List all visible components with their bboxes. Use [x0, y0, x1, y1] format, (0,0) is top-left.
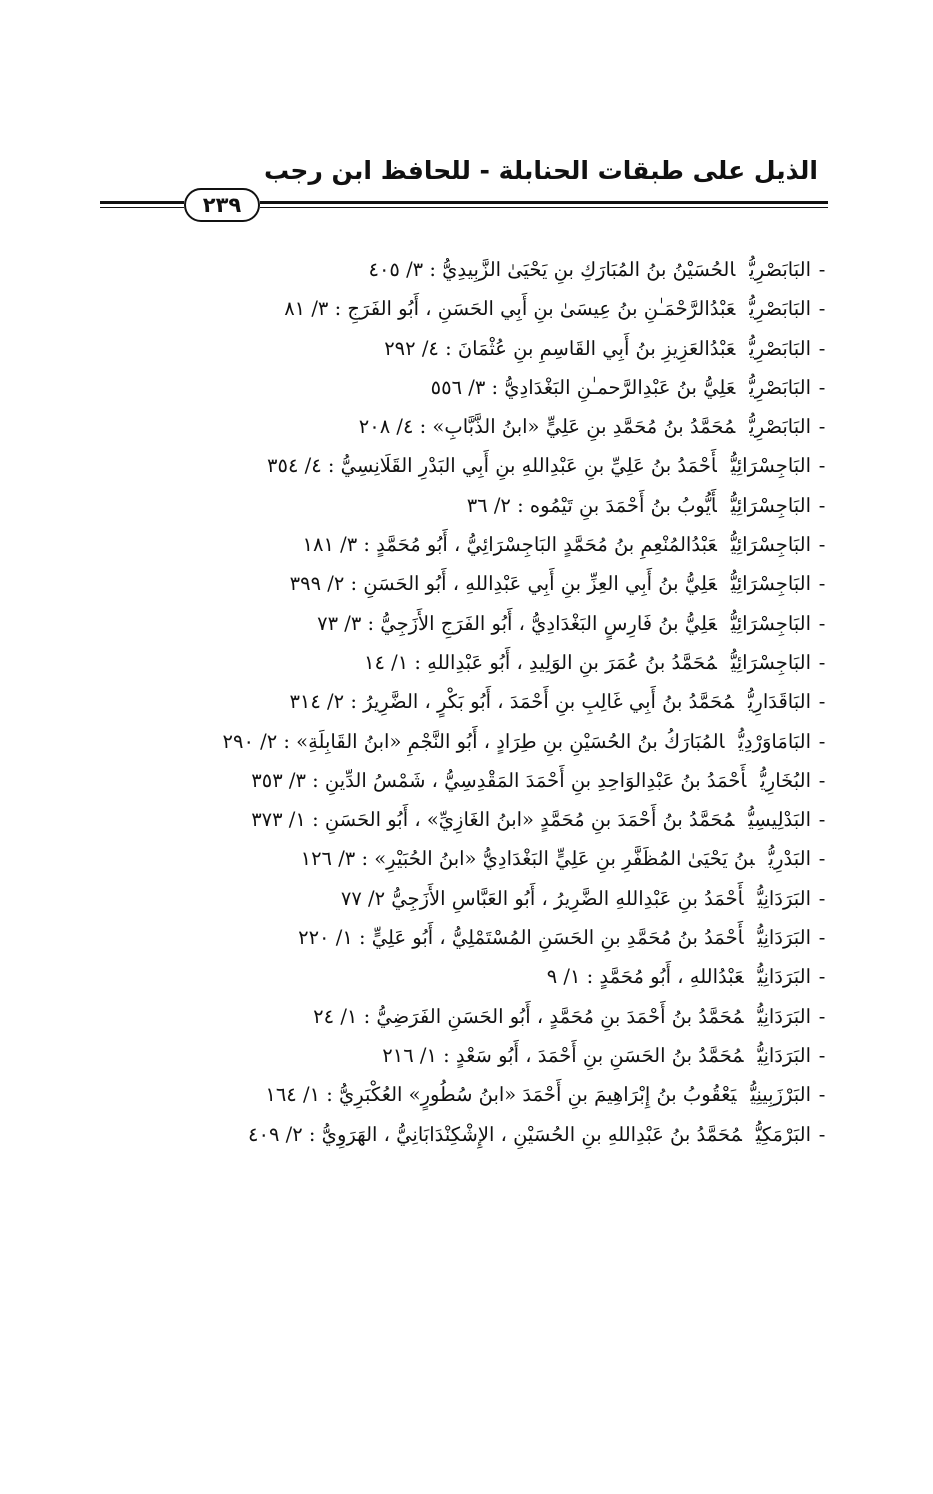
entry-text: أَحْمَدُ بنُ عَبْدِالوَاحِدِ بنِ أَحْمَدَ المَقْدِسِيُّ ، شَمْسُ الدِّينِ : ٣/ ٣٥٣	[251, 768, 747, 792]
entry-dash: -	[818, 965, 826, 989]
entry-nisba: البَرْمَكِيُّ	[755, 1122, 811, 1146]
header-rule-thick	[260, 201, 828, 204]
index-entry	[273, 879, 833, 918]
entry-dash: -	[818, 611, 826, 635]
entry-nisba: البَاقَدَارِيُّ	[747, 690, 811, 714]
entry-dash: -	[818, 572, 826, 596]
entry-nisba: البَامَاوَرْدِيُّ	[738, 729, 811, 753]
index-entry	[273, 289, 833, 328]
entry-nisba: البَرَدَانِيُّ	[757, 1004, 811, 1028]
page-number: ٢٣٩	[184, 188, 260, 222]
entry-nisba: البَدْلِيسِيُّ	[748, 808, 811, 832]
entry-dash: -	[818, 650, 826, 674]
entry-dash: -	[818, 533, 826, 557]
entry-text: مُحَمَّدُ بنُ عُمَرَ بنِ الوَلِيدِ ، أَبُو عَبْدِاللهِ : ١/ ١٤	[363, 650, 717, 674]
index-entry	[222, 722, 833, 761]
entry-text: المُبَارَكُ بنُ الحُسَيْنِ بنِ طِرَادٍ ، أَبُو النَّجْمِ «ابنُ القَابِلَةِ» : ٢/ ٢٩٠	[222, 729, 725, 753]
entry-text: أَحْمَدُ بنُ عَلِيِّ بنِ عَبْدِاللهِ بنِ أَبِي البَدْرِ القَلَانِسِيُّ : ٤/ ٣٥٤	[267, 454, 717, 478]
entry-text: عَلِيُّ بنُ أَبِي العِزِّ بنِ أَبِي عَبْدِاللهِ ، أَبُو الحَسَنِ : ٢/ ٣٩٩	[289, 572, 717, 596]
entry-text: عَلِيُّ بنُ فَارِسٍ البَغْدَادِيُّ ، أَبُو الفَرَجِ الأَزَجِيُّ : ٣/ ٧٣	[317, 611, 717, 635]
index-entry	[251, 761, 833, 800]
entry-text: أَيُّوبُ بنُ أَحْمَدَ بنِ تَيْمُوه : ٢/ ٣٦	[466, 493, 717, 517]
header-rule-left-thick	[100, 201, 184, 204]
entry-text: أَحْمَدُ بنِ عَبْدِاللهِ الضَّرِيرُ ، أَبُو العَبَّاسِ الأَزَجِيُّ ٢/ ٧٧	[340, 886, 744, 910]
entry-text: مُحَمَّدُ بنُ أَبِي غَالِبِ بنِ أَحْمَدَ ، أَبُو بَكْرٍ ، الضَّرِيرُ : ٢/ ٣١٤	[289, 690, 734, 714]
entry-text: مُحَمَّدُ بنُ الحَسَنِ بنِ أَحْمَدَ ، أَبُو سَعْدٍ : ١/ ٢١٦	[382, 1043, 744, 1067]
entry-nisba: البَابَصْرِيُّ	[749, 336, 811, 360]
entry-dash: -	[818, 375, 826, 399]
entry-nisba: البَرَدَانِيُّ	[757, 1043, 811, 1067]
index-entry	[273, 329, 833, 368]
entry-dash: -	[818, 729, 826, 753]
index-list	[222, 250, 833, 1154]
entry-dash: -	[818, 258, 826, 281]
index-entry	[273, 604, 833, 643]
entry-text: الحُسَيْنُ بنُ المُبَارَكِ بنِ يَحْيَىٰ الزَّبِيدِيُّ : ٣/ ٤٠٥	[368, 258, 736, 281]
index-entry	[251, 800, 833, 839]
entry-nisba: البَاجِسْرَائِيُّ	[730, 611, 811, 635]
index-entry	[265, 1075, 833, 1114]
index-entry	[273, 407, 833, 446]
entry-dash: -	[818, 297, 826, 321]
index-entry	[273, 1036, 833, 1075]
entry-nisba: البُخَارِيُّ	[760, 768, 811, 792]
page-header	[100, 150, 828, 220]
header-rule-thin	[260, 207, 828, 208]
entry-nisba: البَابَصْرِيُّ	[749, 375, 811, 399]
entry-dash: -	[818, 808, 826, 832]
entry-dash: -	[818, 926, 826, 950]
index-entry	[273, 957, 833, 996]
entry-nisba: البَاجِسْرَائِيُّ	[730, 650, 811, 674]
entry-dash: -	[818, 847, 826, 871]
index-entry	[273, 682, 833, 721]
entry-text: مُحَمَّدُ بنُ أَحْمَدَ بنِ مُحَمَّدٍ ، أَبُو الحَسَنِ الفَرَضِيُّ : ١/ ٢٤	[313, 1004, 744, 1028]
running-title: الذيل على طبقات الحنابلة - للحافظ ابن رجب	[263, 156, 818, 185]
entry-nisba: البَاجِسْرَائِيُّ	[730, 493, 811, 517]
entry-nisba: البَابَصْرِيُّ	[749, 258, 811, 281]
entry-nisba: البَرْزَبِينِيُّ	[750, 1083, 811, 1107]
index-entry	[273, 643, 833, 682]
entry-dash: -	[818, 1083, 826, 1107]
entry-text: مُحَمَّدُ بنُ أَحْمَدَ بنِ مُحَمَّدٍ «ابنُ الغَازِيِّ» ، أَبُو الحَسَنِ : ١/ ٣٧٣	[251, 808, 735, 832]
entry-dash: -	[818, 1004, 826, 1028]
index-entry	[273, 368, 833, 407]
entry-dash: -	[818, 415, 826, 439]
entry-dash: -	[818, 886, 826, 910]
entry-text: مُحَمَّدُ بنُ عَبْدِاللهِ بنِ الحُسَيْنِ ، الإِشْكِنْدَابَانِيُّ ، الهَرَوِيُّ : ٢/ ٤٠٩	[248, 1122, 742, 1146]
entry-dash: -	[818, 690, 826, 714]
entry-text: أَحْمَدُ بنُ مُحَمَّدِ بنِ الحَسَنِ المُسْتَمْلِيُّ ، أَبُو عَلِيٍّ : ١/ ٢٢٠	[298, 926, 744, 950]
entry-nisba: البَدْرِيُّ	[768, 847, 811, 871]
entry-dash: -	[818, 493, 826, 517]
index-entry	[273, 525, 833, 564]
entry-dash: -	[818, 336, 826, 360]
index-entry	[273, 839, 833, 878]
entry-text: عَبْدُالعَزِيزِ بنُ أَبِي القَاسِمِ بنِ عُثْمَانَ : ٤/ ٢٩٢	[384, 336, 736, 360]
entry-text: عَلِيُّ بنُ عَبْدِالرَّحمـٰنِ البَغْدَادِيُّ : ٣/ ٥٥٦	[430, 375, 736, 399]
entry-text: يَعْقُوبُ بنُ إِبْرَاهِيمَ بنِ أَحْمَدَ «ابنُ سُطُورٍ» العُكْبَرِيُّ : ١/ ١٦٤	[265, 1083, 737, 1107]
entry-nisba: البَرَدَانِيُّ	[757, 886, 811, 910]
entry-text: عَبْدُاللهِ ، أَبُو مُحَمَّدٍ : ١/ ٩	[546, 965, 744, 989]
entry-nisba: البَرَدَانِيُّ	[757, 965, 811, 989]
entry-nisba: البَاجِسْرَائِيُّ	[730, 572, 811, 596]
entry-dash: -	[818, 454, 826, 478]
entry-dash: -	[818, 1122, 826, 1146]
entry-text: عَبْدُالرَّحْمَـٰنِ بنُ عِيسَىٰ بنِ أَبِي الحَسَنِ ، أَبُو الفَرَجِ : ٣/ ٨١	[284, 297, 736, 321]
index-entry	[273, 997, 833, 1036]
entry-dash: -	[818, 1043, 826, 1067]
index-entry	[273, 918, 833, 957]
entry-nisba: البَابَصْرِيُّ	[749, 415, 811, 439]
entry-nisba: البَاجِسْرَائِيُّ	[730, 454, 811, 478]
entry-text: مُحَمَّدُ بنُ مُحَمَّدِ بنِ عَلِيٍّ «ابنُ الذَّبَّابِ» : ٤/ ٢٠٨	[358, 415, 736, 439]
entry-nisba: البَابَصْرِيُّ	[749, 297, 811, 321]
header-rule-left-thin	[100, 207, 184, 208]
index-entry	[273, 486, 833, 525]
entry-dash: -	[818, 768, 826, 792]
index-entry	[273, 564, 833, 603]
entry-nisba: البَاجِسْرَائِيُّ	[730, 533, 811, 557]
entry-nisba: البَرَدَانِيُّ	[757, 926, 811, 950]
index-entry	[273, 250, 833, 289]
index-entry	[248, 1115, 833, 1154]
index-entry	[267, 446, 833, 485]
entry-text: بنُ يَحْيَىٰ المُظَفَّرِ بنِ عَلِيٍّ البَغْدَادِيُّ «ابنُ الحُبَيْرِ» : ٣/ ١٢٦	[300, 847, 755, 871]
entry-text: عَبْدُالمُنْعِمِ بنُ مُحَمَّدٍ البَاجِسْرَائِيُّ ، أَبُو مُحَمَّدٍ : ٣/ ١٨١	[302, 533, 717, 557]
